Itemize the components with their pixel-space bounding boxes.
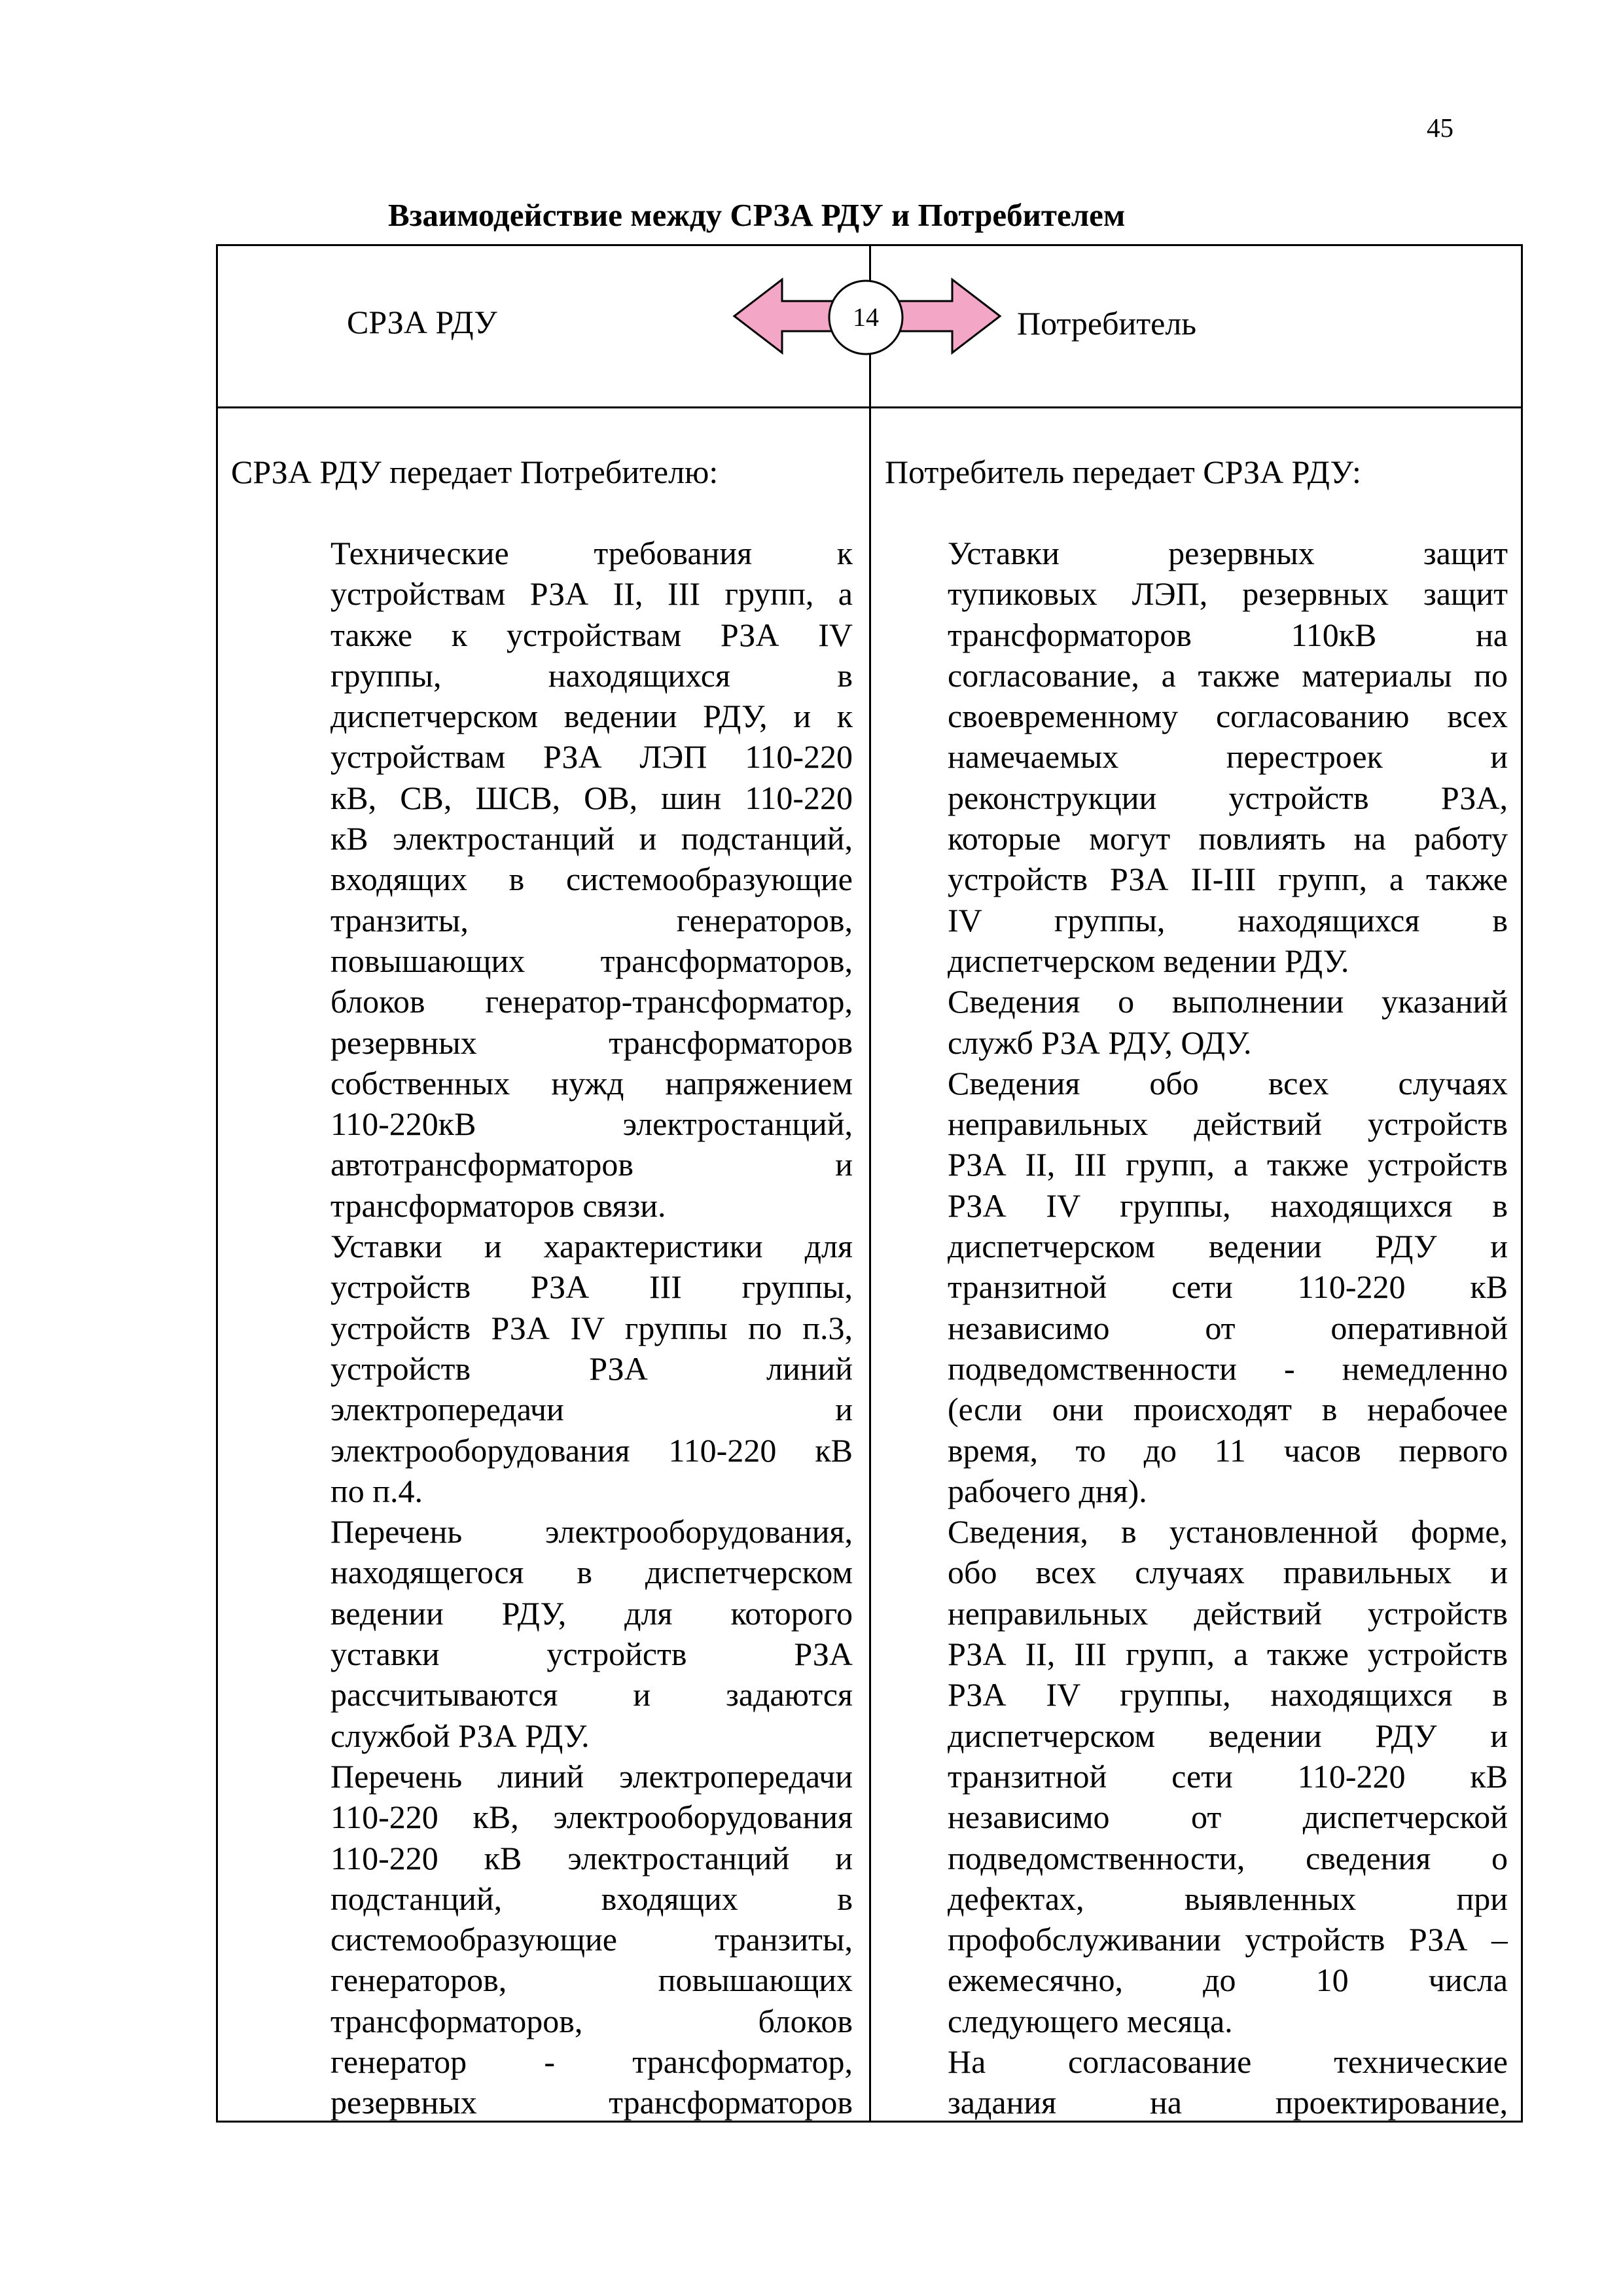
text-line: Сведения, в установленной форме,: [948, 1513, 1508, 1551]
text-line: резервных трансформаторов: [330, 2084, 853, 2121]
text-line: намечаемых перестроек и: [948, 738, 1508, 776]
text-line: РЗА II, III групп, а также устройств: [948, 1146, 1508, 1183]
text-line: IV группы, находящихся в: [948, 901, 1508, 939]
text-line: Сведения о выполнении указаний: [948, 983, 1508, 1020]
text-line: электрооборудования 110-220 кВ: [330, 1431, 853, 1469]
text-line: 110-220 кВ, электрооборудования: [330, 1799, 853, 1836]
left-column-body: [330, 533, 853, 2123]
text-line: РЗА IV группы, находящихся в: [948, 1676, 1508, 1713]
right-column-body: [948, 533, 1508, 2123]
text-line: диспетчерском ведении РДУ, и к: [330, 698, 853, 735]
text-line: генераторов, повышающих: [330, 1962, 853, 1999]
text-line: которые могут повлиять на работу: [948, 820, 1508, 857]
text-line: устройствам РЗА ЛЭП 110-220: [330, 738, 853, 776]
text-line: находящегося в диспетчерском: [330, 1554, 853, 1591]
text-line: системообразующие транзиты,: [330, 1921, 853, 1958]
text-line: устройств РЗА III группы,: [330, 1268, 853, 1306]
document-title: Взаимодействие между СРЗА РДУ и Потребителем: [388, 197, 1126, 233]
text-line: группы, находящихся в: [330, 656, 853, 694]
text-line: по п.4.: [330, 1472, 423, 1509]
text-line: устройств РЗА линий: [330, 1350, 853, 1387]
text-line: устройствам РЗА II, III групп, а: [330, 575, 853, 613]
text-line: подведомственности - немедленно: [948, 1350, 1508, 1387]
text-line: Перечень электрооборудования,: [330, 1513, 853, 1551]
text-line: обо всех случаях правильных и: [948, 1554, 1508, 1591]
text-line: диспетчерском ведении РДУ и: [948, 1717, 1508, 1754]
text-line: транзиты, генераторов,: [330, 901, 853, 939]
text-line: входящих в системообразующие: [330, 861, 853, 898]
table-column-divider: [869, 244, 871, 2123]
text-line: устройств РЗА IV группы по п.3,: [330, 1309, 853, 1346]
text-line: Уставки резервных защит: [948, 535, 1508, 571]
text-line: тупиковых ЛЭП, резервных защит: [948, 575, 1508, 613]
text-line: устройств РЗА II-III групп, а также: [948, 861, 1508, 898]
text-line: служб РЗА РДУ, ОДУ.: [948, 1024, 1252, 1061]
text-line: трансформаторов, блоков: [330, 2002, 853, 2039]
text-line: (если они происходят в нерабочее: [948, 1391, 1508, 1428]
text-line: Сведения обо всех случаях: [948, 1064, 1508, 1102]
text-line: блоков генератор-трансформатор,: [330, 983, 853, 1020]
text-line: трансформаторов 110кВ на: [948, 616, 1508, 653]
text-line: трансформаторов связи.: [330, 1187, 666, 1224]
text-line: повышающих трансформаторов,: [330, 942, 853, 979]
text-line: реконструкции устройств РЗА,: [948, 779, 1508, 816]
text-line: ведении РДУ, для которого: [330, 1594, 853, 1632]
right-column-heading: Потребитель передает СРЗА РДУ:: [885, 454, 1361, 490]
text-line: неправильных действий устройств: [948, 1105, 1508, 1143]
text-line: профобслуживании устройств РЗА –: [948, 1921, 1508, 1958]
text-line: ежемесячно, до 10 числа: [948, 1962, 1508, 1999]
text-line: своевременному согласованию всех: [948, 698, 1508, 735]
text-line: задания на проектирование,: [948, 2084, 1508, 2121]
text-line: 110-220 кВ электростанций и: [330, 1839, 853, 1876]
text-line: На согласование технические: [948, 2043, 1508, 2080]
text-line: РЗА IV группы, находящихся в: [948, 1187, 1508, 1224]
text-line: независимо от оперативной: [948, 1309, 1508, 1346]
text-line: дефектах, выявленных при: [948, 1880, 1508, 1917]
text-line: время, то до 11 часов первого: [948, 1431, 1508, 1469]
text-line: кВ электростанций и подстанций,: [330, 820, 853, 857]
text-line: Перечень линий электропередачи: [330, 1757, 853, 1795]
text-line: диспетчерском ведении РДУ.: [948, 942, 1349, 979]
text-line: уставки устройств РЗА: [330, 1636, 853, 1673]
text-line: неправильных действий устройств: [948, 1594, 1508, 1632]
arrow-number: 14: [853, 302, 879, 332]
text-line: Технические требования к: [330, 535, 853, 571]
text-line: РЗА II, III групп, а также устройств: [948, 1636, 1508, 1673]
text-line: также к устройствам РЗА IV: [330, 616, 853, 653]
text-line: рабочего дня).: [948, 1472, 1147, 1509]
text-line: 110-220кВ электростанций,: [330, 1105, 853, 1143]
header-left-party: СРЗА РДУ: [347, 304, 497, 340]
text-line: транзитной сети 110-220 кВ: [948, 1268, 1508, 1306]
text-line: электропередачи и: [330, 1391, 853, 1428]
page-number: 45: [1427, 113, 1454, 143]
table-header-divider: [216, 406, 1523, 408]
text-line: подстанций, входящих в: [330, 1880, 853, 1917]
text-line: кВ, СВ, ШСВ, ОВ, шин 110-220: [330, 779, 853, 816]
text-line: диспетчерском ведении РДУ и: [948, 1228, 1508, 1265]
text-line: собственных нужд напряжением: [330, 1064, 853, 1102]
text-line: подведомственности, сведения о: [948, 1839, 1508, 1876]
text-line: рассчитываются и задаются: [330, 1676, 853, 1713]
left-column-heading: СРЗА РДУ передает Потребителю:: [231, 454, 719, 490]
text-line: резервных трансформаторов: [330, 1024, 853, 1061]
text-line: автотрансформаторов и: [330, 1146, 853, 1183]
text-line: независимо от диспетчерской: [948, 1799, 1508, 1836]
header-right-party: Потребитель: [1017, 305, 1197, 342]
text-line: Уставки и характеристики для: [330, 1228, 853, 1265]
text-line: службой РЗА РДУ.: [330, 1717, 590, 1754]
text-line: генератор - трансформатор,: [330, 2043, 853, 2080]
text-line: транзитной сети 110-220 кВ: [948, 1757, 1508, 1795]
text-line: следующего месяца.: [948, 2002, 1233, 2039]
text-line: согласование, а также материалы по: [948, 656, 1508, 694]
